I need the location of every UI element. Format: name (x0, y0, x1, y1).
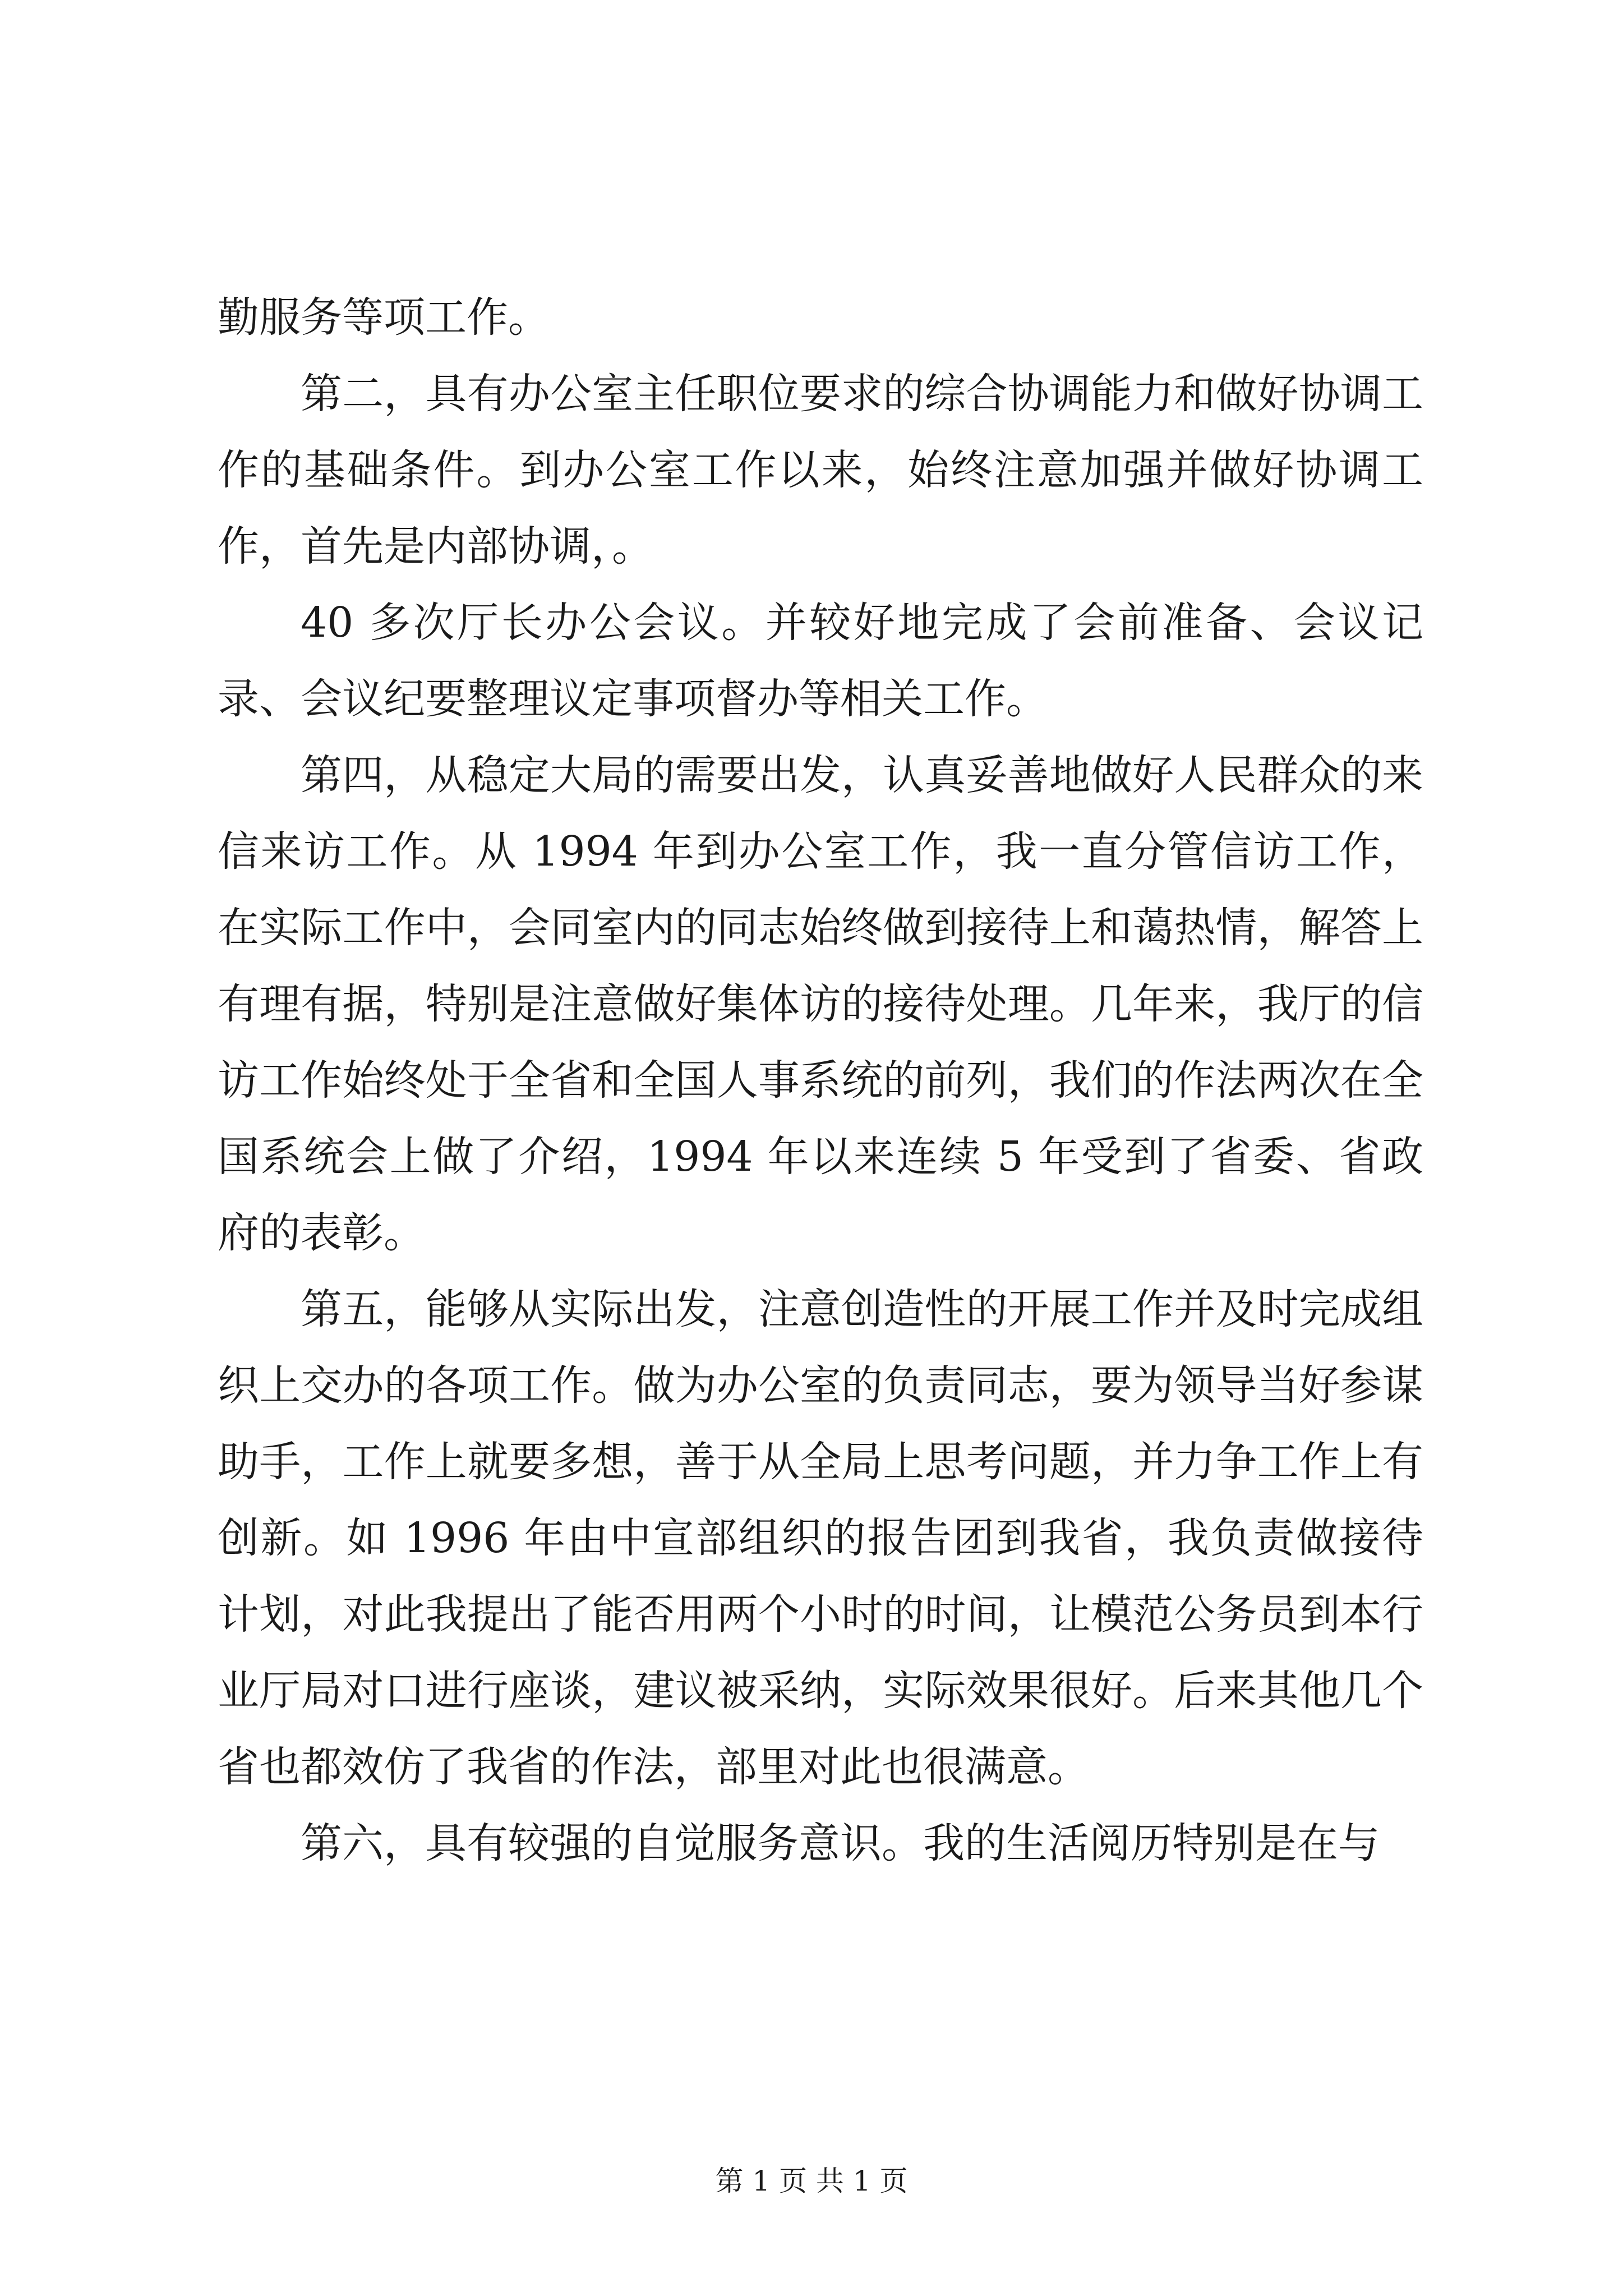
paragraph-meetings: 40 多次厅长办公会议。并较好地完成了会前准备、会议记录、会议纪要整理议定事项督办等相关工作。 (218, 599, 1423, 723)
document-body (218, 279, 1423, 1881)
paragraph-fifth: 第五，能够从实际出发，注意创造性的开展工作并及时完成组织上交办的各项工作。做为办公室的负责同志，要为领导当好参谋助手，工作上就要多想，善于从全局上思考问题，并力争工作上有创新。如 1996 年由中宣部组织的报告团到我省，我负责做接待计划，对此我提出了能否用两个小时的时间，让模范公务员到本行业厅局对口进行座谈，建议被采纳，实际效果很好。后来其他几个省也都效仿了我省的作法，部里对此也很满意。 (218, 1285, 1423, 1791)
paragraph-continuation: 勤服务等项工作。 (218, 293, 550, 342)
page-number-footer: 第 1 页 共 1 页 (715, 2165, 908, 2197)
paragraph-second: 第二，具有办公室主任职位要求的综合协调能力和做好协调工作的基础条件。到办公室工作以来，始终注意加强并做好协调工作，首先是内部协调，。 (218, 370, 1423, 570)
paragraph-fourth: 第四，从稳定大局的需要出发，认真妥善地做好人民群众的来信来访工作。从 1994 年到办公室工作，我一直分管信访工作，在实际工作中，会同室内的同志始终做到接待上和蔼热情，解答上有理有据，特别是注意做好集体访的接待处理。几年来，我厅的信访工作始终处于全省和全国人事系统的前列，我们的作法两次在全国系统会上做了介绍，1994 年以来连续 5 年受到了省委、省政府的表彰。 (218, 751, 1423, 1257)
paragraph-sixth: 第六，具有较强的自觉服务意识。我的生活阅历特别是在与 (301, 1819, 1380, 1867)
